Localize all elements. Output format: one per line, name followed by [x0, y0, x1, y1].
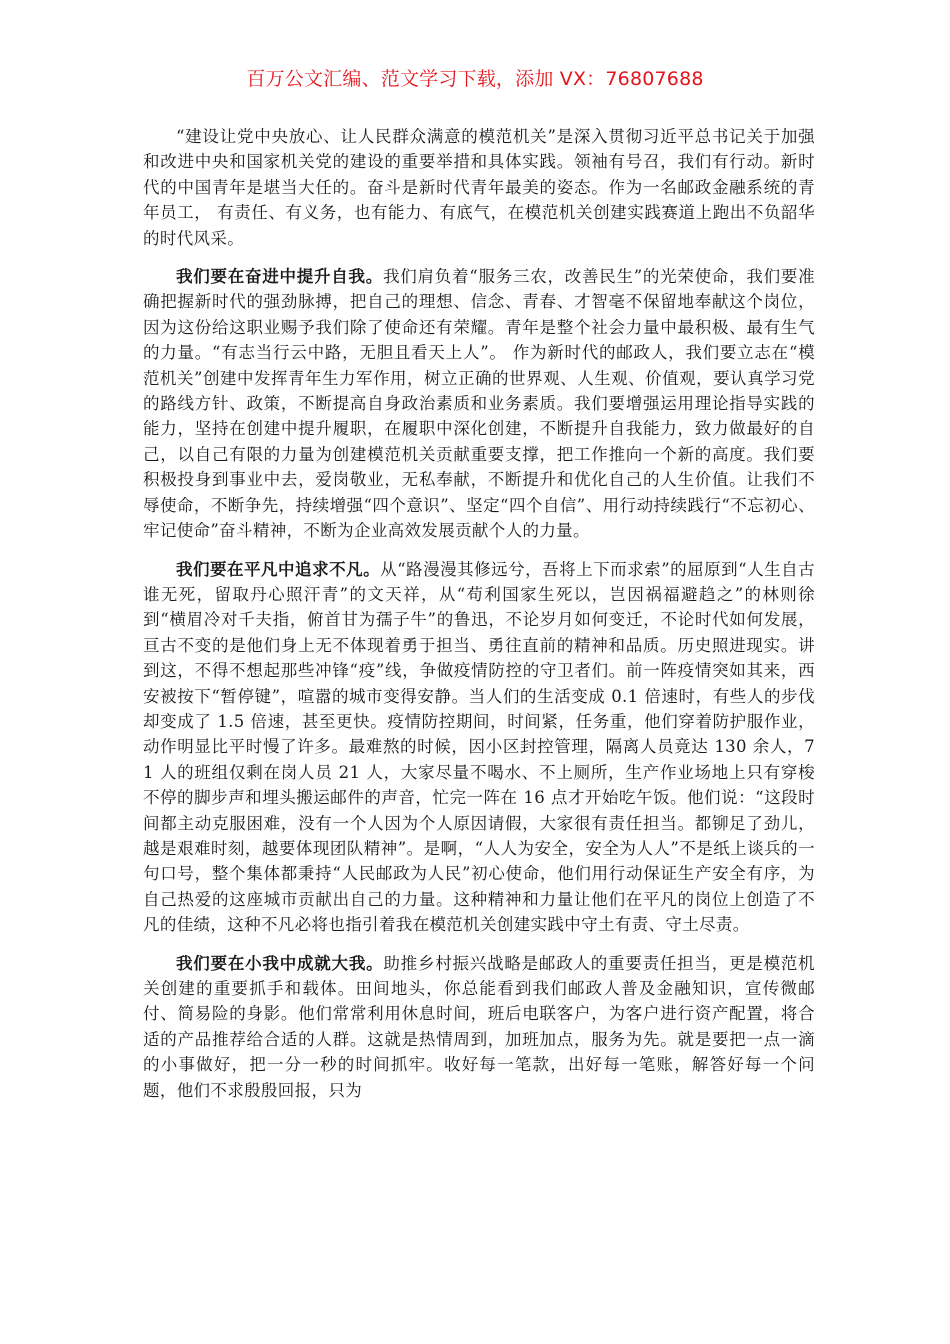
document-body: [143, 124, 815, 1116]
paragraph-extraordinary: [143, 557, 815, 938]
paragraph-text: “建设让党中央放心、让人民群众满意的模范机关”是深入贯彻习近平总书记关于加强和改进中央和国家机关党的建设的重要举措和具体实践。领袖有号召，我们有行动。新时代的中国青年是堪当大任的。奋斗是新时代青年最美的姿态。作为一名邮政金融系统的青年员工， 有责任、有义务，也有能力、有底气，在模范机关创建实践赛道上跑出不负韶华的时代风采。: [143, 127, 815, 248]
paragraph-intro: [143, 124, 815, 251]
paragraph-lead: 我们要在奋进中提升自我。: [176, 267, 384, 287]
paragraph-lead: 我们要在小我中成就大我。: [176, 953, 384, 973]
paragraph-text: 助推乡村振兴战略是邮政人的重要责任担当，更是模范机关创建的重要抓手和载体。田间地头，你总能看到我们邮政人普及金融知识，宣传微邮付、简易险的身影。他们常常利用休息时间，班后电联客户，为客户进行资产配置，将合适的产品推荐给合适的人群。这就是热情周到，加班加点，服务为先。就是要把一点一滴的小事做好，把一分一秒的时间抓牢。收好每一笔款，出好每一笔账，解答好每一个问题，他们不求殷殷回报，只为: [143, 953, 816, 1100]
paragraph-text: 从“路漫漫其修远兮，吾将上下而求索”的屈原到“人生自古谁无死，留取丹心照汗青”的文天祥，从“苟利国家生死以，岂因祸福避趋之”的林则徐到“横眉冷对千夫指，俯首甘为孺子牛”的鲁迅，不论岁月如何变迁，不论时代如何发展，亘古不变的是他们身上无不体现着勇于担当、勇往直前的精神和品质。历史照进现实。讲到这，不得不想起那些冲锋“疫”线，争做疫情防控的守卫者们。前一阵疫情突如其来，西安被按下“暂停键”，喧嚣的城市变得安静。当人们的生活变成 0.1 倍速时，有些人的步伐却变成了 1.5 倍速，甚至更快。疫情防控期间，时间紧，任务重，他们穿着防护服作业，动作明显比平时慢了许多。最难熬的时候，因小区封控管理，隔离人员竟达 130 余人，71 人的班组仅剩在岗人员 21 人，大家尽量不喝水、不上厕所，生产作业场地上只有穿梭不停的脚步声和埋头搬运邮件的声音，忙完一阵在 16 点才开始吃午饭。他们说：“这段时间都主动克服困难，没有一个人因为个人原因请假，大家很有责任担当。都铆足了劲儿，越是艰难时刻，越要体现团队精神”。是啊，“人人为安全，安全为人人”不是纸上谈兵的一句口号，整个集体都秉持“人民邮政为人民”初心使命，他们用行动保证生产安全有序，为自己热爱的这座城市贡献出自己的力量。这种精神和力量让他们在平凡的岗位上创造了不凡的佳绩，这种不凡必将也指引着我在模范机关创建实践中守土有责、守土尽责。: [143, 559, 815, 935]
paragraph-small-self: [143, 951, 815, 1103]
paragraph-lead: 我们要在平凡中追求不凡。: [176, 559, 381, 579]
paragraph-self-improvement: [143, 264, 815, 543]
header-banner: 百万公文汇编、范文学习下载，添加 VX：76807688: [246, 68, 704, 90]
paragraph-text: 我们肩负着“服务三农，改善民生”的光荣使命，我们要准确把握新时代的强劲脉搏，把自己的理想、信念、青春、才智毫不保留地奉献这个岗位，因为这份给这职业赐予我们除了使命还有荣耀。青年是整个社会力量中最积极、最有生气的力量。“有志当行云中路，无胆且看天上人”。 作为新时代的邮政人，我们要立志在“模范机关”创建中发挥青年生力军作用，树立正确的世界观、人生观、价值观，要认真学习党的路线方针、政策，不断提高自身政治素质和业务素质。我们要增强运用理论指导实践的能力，坚持在创建中提升履职，在履职中深化创建，不断提升自我能力，致力做最好的自己，以自己有限的力量为创建模范机关贡献重要支撑，把工作推向一个新的高度。我们要积极投身到事业中去，爱岗敬业，无私奉献，不断提升和优化自己的人生价值。让我们不辱使命，不断争先，持续增强“四个意识”、坚定“四个自信”、用行动持续践行“不忘初心、牢记使命”奋斗精神，不断为企业高效发展贡献个人的力量。: [143, 267, 815, 541]
